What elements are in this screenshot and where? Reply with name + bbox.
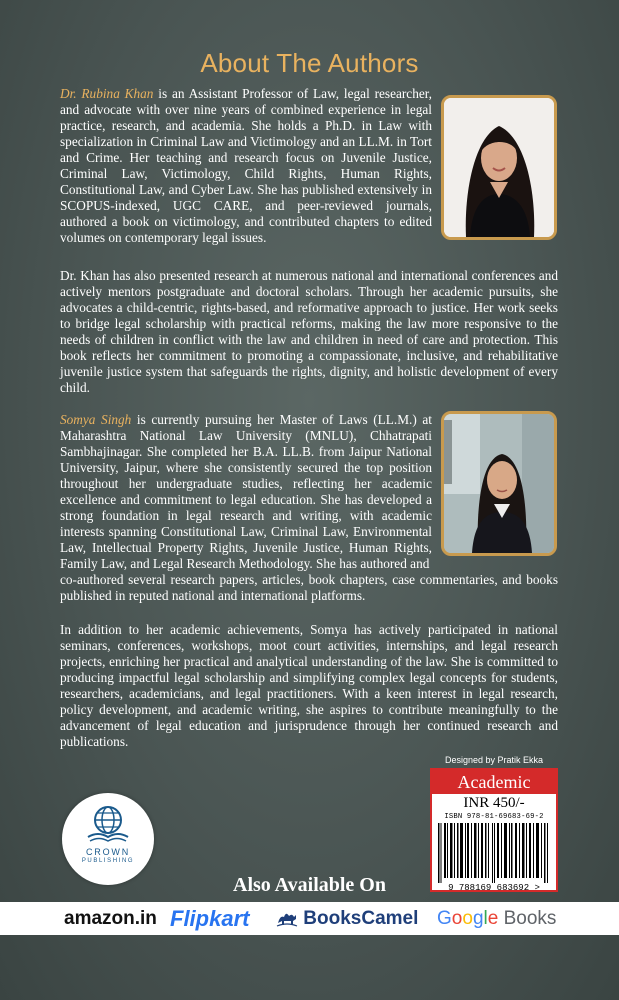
google-books-logo — [437, 906, 556, 932]
isbn-label: ISBN 978-81-69683-69-2 — [444, 813, 544, 821]
author2-bio-part1-continued: co-authored several research papers, articles, book chapters, case commentaries, and books published in reputed national and international platforms. — [60, 572, 558, 603]
page-title: About The Authors — [200, 48, 419, 78]
google-letter: o — [462, 908, 473, 929]
google-letter: l — [483, 908, 488, 929]
google-books-word: Books — [498, 908, 557, 929]
author2-bio-part2: In addition to her academic achievements, Somya has actively participated in national seminars, conferences, workshops, moot court activities, internships, and legal research projects, enriching her practical and analytical understanding of the law. She is committed to producing impactful legal scholarship and simplifying complex legal concepts for students, researchers, academicians, and legal practitioners. With a keen interest in legal research, policy development, and academic writing, she aspires to contribute meaningfully to the advancement of legal education and jurisprudence through her continued research and publications. — [60, 622, 558, 749]
author1-photo — [441, 95, 557, 240]
author2-name: Somya Singh — [60, 412, 132, 427]
author1-portrait-image — [444, 98, 554, 237]
also-available-heading: Also Available On — [233, 874, 386, 896]
camel-icon — [276, 907, 298, 927]
amazon-logo: amazon.in — [64, 908, 157, 929]
google-letter: o — [451, 908, 463, 929]
author1-bio-part2: Dr. Khan has also presented research at numerous national and international conferences and actively mentors postgraduate and doctoral scholars. Through her academic pursuits, she advocates a child-centric, rights-based, and reformative approach to justice. Her work seeks to bridge legal scholarship with practical reforms, making the law more responsive to the needs of children in conflict with the law and children in need of care and protection. This book reflects her commitment to promoting a compassionate, inclusive, and rehabilitative juvenile justice system that safeguards the rights, dignity, and holistic development of every child. — [60, 268, 558, 395]
bookscamel-text: BooksCamel — [303, 908, 419, 929]
google-letter: e — [487, 908, 499, 929]
flipkart-logo: Flipkart — [170, 906, 250, 931]
author1-bio-part1 — [60, 86, 432, 246]
bookscamel-logo — [276, 906, 418, 932]
author2-portrait-image — [444, 414, 554, 553]
author1-name: Dr. Rubina Khan — [60, 86, 154, 101]
barcode-number: 9 788169 683692 > — [448, 883, 540, 893]
google-letter: G — [437, 908, 452, 929]
store-logos-bar — [0, 902, 619, 935]
author2-bio1a-text: is currently pursuing her Master of Laws (LL.M.) at Maharashtra National Law University (MNLU), Chhatrapati Sambhajinagar. She completed her B.A. LL.B. from Jaipur National University, Jaipur, where she consistently secured the top position throughout her undergraduate studies, reflecting her academic excellence and commitment to legal education. She has developed a strong foundation in legal research and writing, with academic interests spanning Constitutional Law, Criminal Law, Environmental Law, Intellectual Property Rights, Juvenile Justice, Human Rights, Family Law, and Legal Research Methodology. She has authored and — [60, 412, 432, 571]
category-label: Academic — [432, 770, 556, 794]
author2-photo — [441, 411, 557, 556]
publisher-subname: PUBLISHING — [81, 858, 135, 864]
author2-bio-part1 — [60, 412, 432, 572]
author1-bio1-text: is an Assistant Professor of Law, legal researcher, and advocate with over nine years of combined experience in legal practice, research, and academia. She holds a Ph.D. in Law with specialization in Criminal Law and Victimology and an LL.M. in Tort and Crime. Her teaching and research focus on Juvenile Justice, Criminal Law, Victimology, Child Rights, Human Rights, Constitutional Law, and Cyber Law. She has published extensively in SCOPUS-indexed, UGC CARE, and peer-reviewed journals, authored a book on victimology, and contributed chapters to edited volumes on contemporary legal issues. — [60, 86, 432, 245]
publisher-name: CROWN — [86, 847, 130, 857]
crown-publishing-logo — [62, 793, 154, 885]
designer-credit: Designed by Pratik Ekka — [444, 755, 544, 765]
globe-book-icon — [62, 793, 154, 847]
price-label: INR 450/- — [463, 795, 525, 811]
google-letter: g — [472, 908, 484, 929]
